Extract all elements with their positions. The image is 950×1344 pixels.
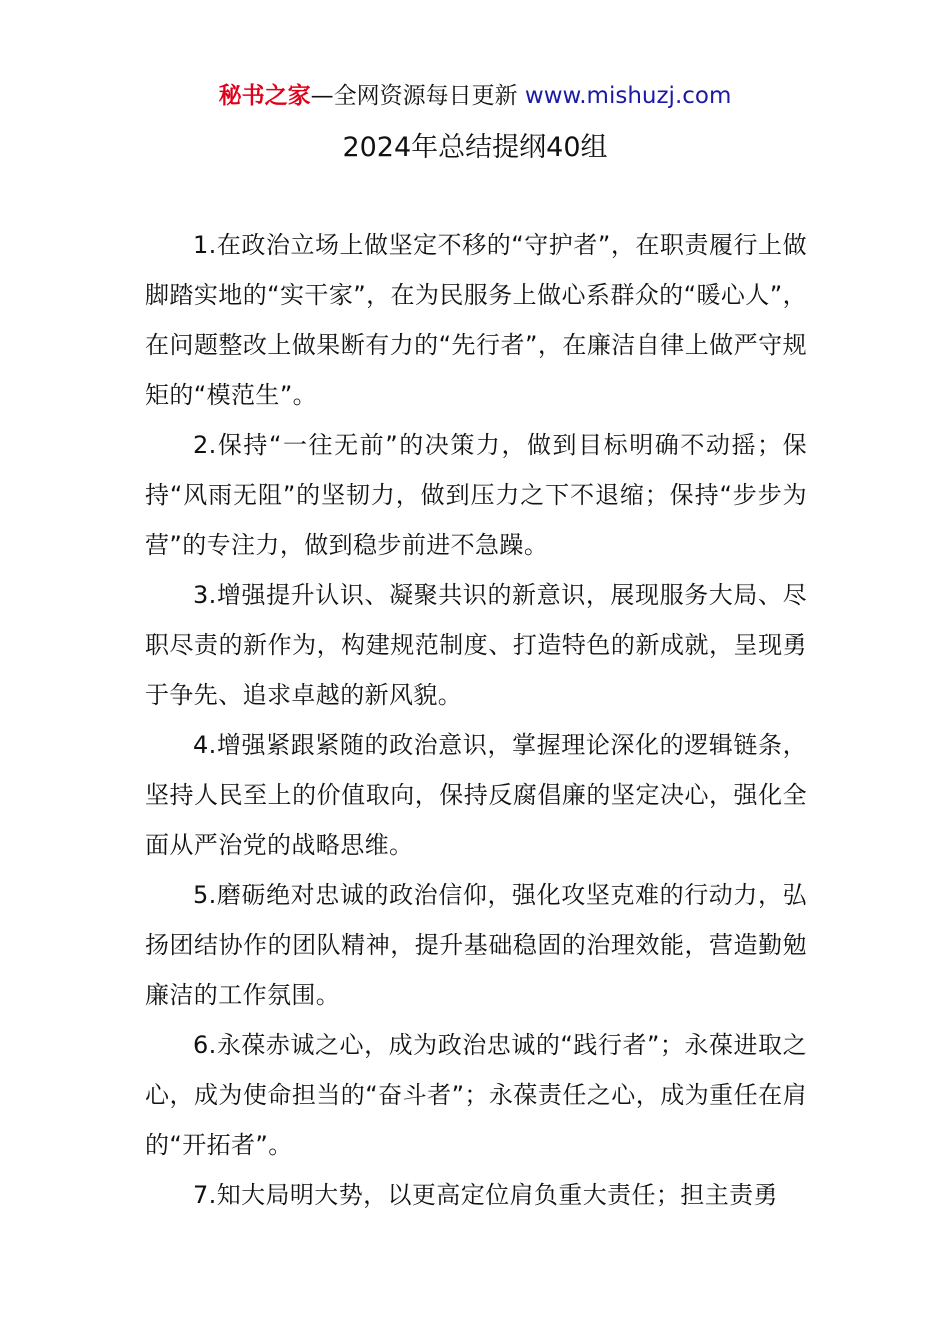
site-header — [0, 80, 950, 112]
paragraph-1: 1.在政治立场上做坚定不移的“守护者”，在职责履行上做脚踏实地的“实干家”，在为民服务上做心系群众的“暖心人”，在问题整改上做果断有力的“先行者”，在廉洁自律上做严守规矩的“模范生”。 — [145, 231, 807, 409]
paragraph-7: 7.知大局明大势，以更高定位肩负重大责任；担主责勇 — [193, 1181, 778, 1209]
document-body — [145, 220, 807, 1220]
paragraph-5: 5.磨砺绝对忠诚的政治信仰，强化攻坚克难的行动力，弘扬团结协作的团队精神，提升基础稳固的治理效能，营造勤勉廉洁的工作氛围。 — [145, 881, 807, 1009]
site-tagline: —全网资源每日更新 — [310, 83, 518, 109]
site-brand: 秘书之家 — [218, 83, 311, 109]
paragraph-2: 2.保持“一往无前”的决策力，做到目标明确不动摇；保持“风雨无阻”的坚韧力，做到压力之下不退缩；保持“步步为营”的专注力，做到稳步前进不急躁。 — [145, 431, 807, 559]
site-url-link[interactable]: www.mishuzj.com — [524, 83, 732, 109]
paragraph-3: 3.增强提升认识、凝聚共识的新意识，展现服务大局、尽职尽责的新作为，构建规范制度、打造特色的新成就，呈现勇于争先、追求卓越的新风貌。 — [145, 581, 807, 709]
paragraph-4: 4.增强紧跟紧随的政治意识，掌握理论深化的逻辑链条，坚持人民至上的价值取向，保持反腐倡廉的坚定决心，强化全面从严治党的战略思维。 — [145, 731, 807, 859]
document-title: 2024年总结提纲40组 — [342, 132, 608, 163]
paragraph-6: 6.永葆赤诚之心，成为政治忠诚的“践行者”；永葆进取之心，成为使命担当的“奋斗者”；永葆责任之心，成为重任在肩的“开拓者”。 — [145, 1031, 807, 1159]
